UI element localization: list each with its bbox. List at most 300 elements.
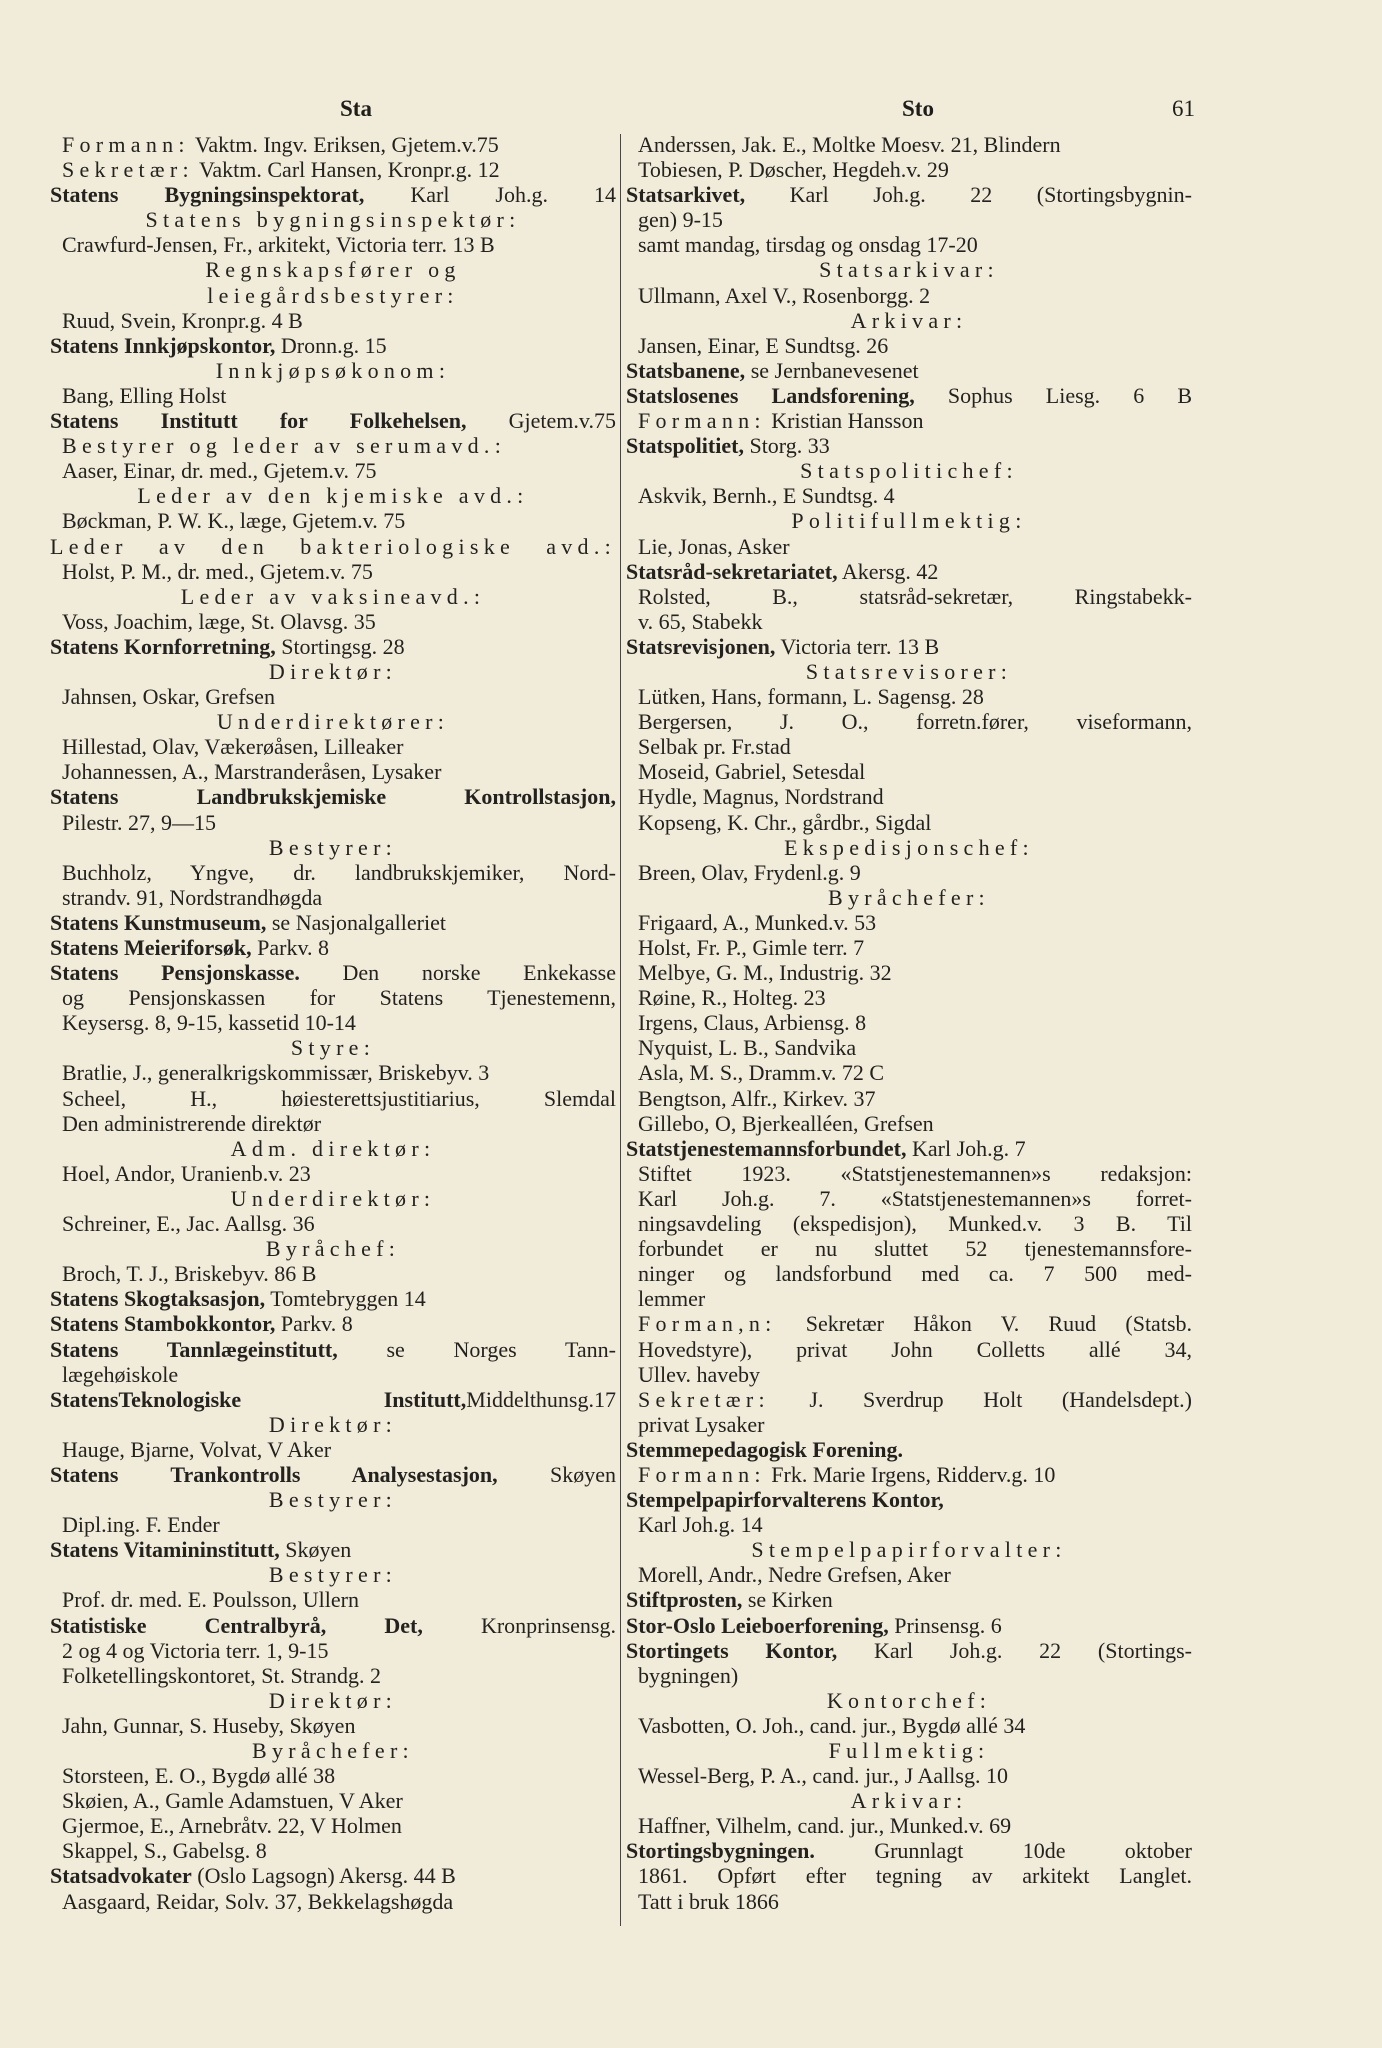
directory-line [626,1387,1192,1412]
directory-line [626,1688,1192,1713]
entry-text: Sekretær: [638,1386,770,1412]
directory-line [626,935,1192,960]
directory-line [50,232,616,257]
entry-text: Bestyrer: [268,834,398,860]
directory-line [626,1537,1192,1562]
directory-line [626,1462,1192,1487]
entry-text: Prinsensg. 6 [888,1612,1002,1638]
directory-line [50,584,616,609]
entry-heading: Statens Tannlægeinstitutt, [50,1336,338,1362]
directory-line [50,1161,616,1186]
entry-text: Jansen, Einar, E Sundtsg. 26 [638,332,889,358]
entry-text: Arkivar: [850,307,968,333]
directory-line [626,759,1192,784]
directory-line [50,1035,616,1060]
directory-line [50,1613,616,1638]
directory-line [50,408,616,433]
directory-line [50,1838,616,1863]
entry-text: J. Sverdrup Holt (Handelsdept.) [769,1386,1192,1412]
entry-text: Ekspedisjonschef: [784,834,1034,860]
directory-line [626,232,1192,257]
directory-line [626,333,1192,358]
entry-text: Hauge, Bjarne, Volvat, V Aker [62,1436,332,1462]
directory-line [50,383,616,408]
directory-line [50,1512,616,1537]
directory-line [50,182,616,207]
directory-line [50,1010,616,1035]
entry-text: leiegårdsbestyrer: [207,282,459,308]
directory-line [626,810,1192,835]
directory-line [50,132,616,157]
entry-heading: Statspolitiet, [626,433,744,459]
entry-text: Gillebo, O, Bjerkealléen, Grefsen [638,1110,934,1136]
directory-line [50,458,616,483]
directory-line [626,1010,1192,1035]
entry-text: Parkv. 8 [275,1311,353,1337]
entry-text: Byråchefer: [828,884,990,910]
entry-text: Bøckman, P. W. K., læge, Gjetem.v. 75 [62,508,406,534]
directory-line [50,1337,616,1362]
directory-line [50,308,616,333]
entry-heading: Statistiske Centralbyrå, Det, [50,1612,423,1638]
entry-text: Bratlie, J., generalkrigskommissær, Briskebyv. 3 [62,1060,490,1086]
entry-text: se Kirken [742,1587,833,1613]
directory-line [50,1863,616,1888]
directory-line [626,483,1192,508]
entry-text: Tobiesen, P. Døscher, Hegdeh.v. 29 [638,157,949,183]
entry-heading: Statsarkivet, [626,182,746,208]
entry-text: Morell, Andr., Nedre Grefsen, Aker [638,1562,951,1588]
directory-line [50,333,616,358]
directory-line [50,885,616,910]
entry-text: Bestyrer og leder av serumavd.: [62,433,507,459]
entry-text: Storg. 33 [743,433,830,459]
directory-line [626,182,1192,207]
directory-line [50,1713,616,1738]
directory-line [626,1763,1192,1788]
entry-text: Frk. Marie Irgens, Ridderv.g. 10 [765,1461,1056,1487]
entry-text: Tomtebryggen 14 [265,1286,426,1312]
directory-line [50,508,616,533]
directory-line [50,910,616,935]
entry-text: Hoel, Andor, Uranienb.v. 23 [62,1160,311,1186]
entry-heading: StatensTeknologiske Institutt, [50,1386,467,1412]
entry-text: Grunnlagt 10de oktober [814,1838,1192,1864]
directory-line [626,1838,1192,1863]
directory-line [626,1663,1192,1688]
directory-line [626,659,1192,684]
directory-line [50,1236,616,1261]
entry-text: 1861. Opført efter tegning av arkitekt Langlet. [638,1863,1192,1889]
entry-heading: Stiftprosten, [626,1587,743,1613]
directory-line [50,935,616,960]
entry-text: Crawfurd-Jensen, Fr., arkitekt, Victoria terr. 13 B [62,232,495,258]
entry-text: Formann: [638,408,766,434]
entry-text: lægehøiskole [62,1361,179,1387]
entry-text: Gjetem.v.75 [466,408,616,434]
entry-text: (Oslo Lagsogn) Akersg. 44 B [191,1863,456,1889]
entry-text: Storsteen, E. O., Bygdø allé 38 [62,1763,336,1789]
directory-line [50,1763,616,1788]
entry-text: Byråchef: [265,1236,401,1262]
entry-text: Dronn.g. 15 [275,332,387,358]
entry-heading: Statstjenestemannsforbundet, [626,1135,907,1161]
directory-line [50,433,616,458]
directory-line [626,257,1192,282]
entry-text: Broch, T. J., Briskebyv. 86 B [62,1261,317,1287]
directory-line [50,860,616,885]
directory-line [50,684,616,709]
entry-text: Stempelpapirforvalter: [751,1537,1067,1563]
directory-line [626,508,1192,533]
directory-line [50,759,616,784]
entry-text: Melbye, G. M., Industrig. 32 [638,960,892,986]
directory-line [50,1889,616,1914]
directory-line [626,985,1192,1010]
entry-text: Fullmektig: [828,1738,990,1763]
directory-line [50,1788,616,1813]
entry-text: se Nasjonalgalleriet [266,909,446,935]
directory-line [50,634,616,659]
directory-line [626,1813,1192,1838]
directory-line [626,1086,1192,1111]
entry-text: Ullev. haveby [638,1361,760,1387]
directory-line [626,1437,1192,1462]
directory-line [626,1863,1192,1888]
directory-line [50,1813,616,1838]
directory-line [626,559,1192,584]
entry-text: Karl Joh.g. 22 (Stortingsbygnin- [745,182,1192,208]
running-head-right: Sto [902,96,934,121]
entry-text: Statens bygningsinspektør: [145,207,521,233]
directory-line [50,207,616,232]
entry-text: Ruud, Svein, Kronpr.g. 4 B [62,307,303,333]
directory-line [626,885,1192,910]
entry-text: Leder av den bakteriologiske avd.: [50,533,616,559]
entry-text: se Jernbanevesenet [745,357,919,383]
directory-line [626,207,1192,232]
entry-text: lemmer [638,1286,706,1312]
directory-line [50,1387,616,1412]
entry-heading: Stemmepedagogisk Forening. [626,1436,904,1462]
directory-line [50,1286,616,1311]
entry-heading: Statens Kunstmuseum, [50,909,267,935]
entry-text: privat Lysaker [638,1411,765,1437]
entry-heading: Statens Landbrukskjemiske Kontrollstasjon, [50,784,616,810]
directory-line [50,1487,616,1512]
directory-line [626,1161,1192,1186]
entry-text: Moseid, Gabriel, Setesdal [638,759,866,785]
entry-text: Tatt i bruk 1866 [638,1888,779,1914]
directory-line [50,1437,616,1462]
directory-line [50,483,616,508]
entry-text: Sophus Liesg. 6 B [914,382,1192,408]
entry-text: Hovedstyre), privat John Colletts allé 34, [638,1336,1192,1362]
directory-line [626,1186,1192,1211]
directory-line [626,308,1192,333]
directory-line [50,1136,616,1161]
entry-text: Jahnsen, Oskar, Grefsen [62,684,275,710]
directory-line [626,458,1192,483]
page-number: 61 [1172,96,1195,121]
entry-text: Karl Joh.g. 22 (Stortings- [837,1637,1192,1663]
directory-line [626,1487,1192,1512]
directory-line [50,1261,616,1286]
entry-heading: Statens Pensjonskasse. [50,960,300,986]
directory-line [50,985,616,1010]
directory-line [626,358,1192,383]
entry-text: Bengtson, Alfr., Kirkev. 37 [638,1085,876,1111]
directory-line [626,1587,1192,1612]
entry-text: Byråchefer: [252,1738,414,1763]
entry-text: Hydle, Magnus, Nordstrand [638,784,884,810]
directory-line [626,1060,1192,1085]
right-column [626,132,1192,1914]
directory-line [50,157,616,182]
directory-line [626,1211,1192,1236]
directory-line [50,559,616,584]
entry-text: Voss, Joachim, læge, St. Olavsg. 35 [62,608,376,634]
directory-line [626,132,1192,157]
entry-heading: Statens Vitamininstitutt, [50,1537,280,1563]
column-divider [620,134,621,1926]
entry-text: Pilestr. 27, 9—15 [62,809,217,835]
directory-line [50,709,616,734]
directory-line [626,1136,1192,1161]
entry-text: Schreiner, E., Jac. Aallsg. 36 [62,1211,315,1237]
entry-text: Johannessen, A., Marstranderåsen, Lysaker [62,759,442,785]
directory-line [626,383,1192,408]
entry-text: Kronprinsensg. [422,1612,616,1638]
directory-line [626,784,1192,809]
directory-line [626,1638,1192,1663]
running-head-left: Sta [340,96,372,121]
entry-text: Bestyrer: [268,1562,398,1588]
directory-line [50,1311,616,1336]
directory-line [50,810,616,835]
directory-line [626,1362,1192,1387]
entry-text: Leder av den kjemiske avd.: [137,483,529,509]
directory-line [626,709,1192,734]
directory-line [50,1362,616,1387]
directory-line [50,835,616,860]
entry-text: Aasgaard, Reidar, Solv. 37, Bekkelagshøgda [62,1888,454,1914]
directory-line [50,1186,616,1211]
entry-text: Karl Joh.g. 14 [638,1512,763,1538]
entry-text: Politifullmektig: [791,508,1027,534]
entry-heading: Statens Skogtaksasjon, [50,1286,266,1312]
entry-heading: Statsråd-sekretariatet, [626,558,838,584]
entry-text: Karl Joh.g. 7 [906,1135,1026,1161]
directory-line [626,1562,1192,1587]
entry-text: Regnskapsfører og [205,257,461,283]
entry-text: Skøien, A., Gamle Adamstuen, V Aker [62,1788,403,1814]
entry-heading: Statens Innkjøpskontor, [50,332,276,358]
entry-text: Adm. direktør: [230,1135,436,1161]
directory-line [50,534,616,559]
entry-heading: Statens Meieriforsøk, [50,935,252,960]
directory-line [50,358,616,383]
entry-text: Middelthunsg.17 [466,1386,616,1412]
directory-line [626,433,1192,458]
entry-text: ninger og landsforbund med ca. 7 500 med- [638,1261,1192,1287]
entry-heading: Statsbanene, [626,357,746,383]
entry-heading: Statsadvokater [50,1863,192,1889]
entry-text: Holst, P. M., dr. med., Gjetem.v. 75 [62,558,373,584]
entry-text: Akersg. 42 [837,558,939,584]
entry-text: Arkivar: [850,1788,968,1814]
entry-heading: Stempelpapirforvalterens Kontor, [626,1487,944,1513]
entry-text: Vaktm. Ingv. Eriksen, Gjetem.v.75 [189,132,499,157]
entry-text: Wessel-Berg, P. A., cand. jur., J Aallsg. 10 [638,1763,1008,1789]
entry-text: Nyquist, L. B., Sandvika [638,1035,857,1061]
entry-text: Karl Joh.g. 7. «Statstjenestemannen»s forret- [638,1185,1192,1211]
entry-heading: Stor-Oslo Leieboerforening, [626,1612,889,1638]
entry-text: Statsrevisorer: [805,658,1013,684]
directory-line [50,257,616,282]
directory-line [626,1111,1192,1136]
entry-text: Innkjøpsøkonom: [215,357,451,383]
entry-text: Skøyen [497,1461,616,1487]
entry-text: Statspolitichef: [800,458,1018,484]
entry-text: Vasbotten, O. Joh., cand. jur., Bygdø allé 34 [638,1712,1026,1738]
entry-text: Frigaard, A., Munked.v. 53 [638,909,877,935]
entry-text: 2 og 4 og Victoria terr. 1, 9-15 [62,1637,329,1663]
directory-line [50,1663,616,1688]
directory-line [50,609,616,634]
directory-line [50,1638,616,1663]
entry-text: ningsavdeling (ekspedisjon), Munked.v. 3 B. Til [638,1211,1192,1237]
directory-line [50,1462,616,1487]
entry-text: Hillestad, Olav, Vækerøåsen, Lilleaker [62,734,404,760]
entry-text: Kopseng, K. Chr., gårdbr., Sigdal [638,809,932,835]
entry-text: Underdirektør: [230,1185,436,1211]
entry-heading: Statens Trankontrolls Analysestasjon, [50,1461,498,1487]
directory-line [626,1035,1192,1060]
entry-text: Leder av vaksineavd.: [180,583,486,609]
directory-line [626,634,1192,659]
entry-text: Haffner, Vilhelm, cand. jur., Munked.v. 69 [638,1813,1012,1839]
entry-text: Stortingsg. 28 [275,633,405,659]
entry-text: strandv. 91, Nordstrandhøgda [62,884,323,910]
entry-text: Asla, M. S., Dramm.v. 72 C [638,1060,885,1086]
directory-line [626,734,1192,759]
entry-text: Aaser, Einar, dr. med., Gjetem.v. 75 [62,458,377,484]
entry-heading: Stortingsbygningen. [626,1838,815,1864]
directory-line [626,1889,1192,1914]
entry-text: Ullmann, Axel V., Rosenborgg. 2 [638,282,931,308]
entry-text: Røine, R., Holteg. 23 [638,985,826,1011]
entry-text: Prof. dr. med. E. Poulsson, Ullern [62,1587,359,1613]
entry-text: Formann: [638,1461,766,1487]
directory-line [626,1236,1192,1261]
entry-text: Den administrerende direktør [62,1110,322,1136]
entry-text: Askvik, Bernh., E Sundtsg. 4 [638,483,895,509]
entry-text: Irgens, Claus, Arbiensg. 8 [638,1010,867,1036]
directory-line [50,1562,616,1587]
directory-line [50,1738,616,1763]
directory-line [626,584,1192,609]
directory-line [50,960,616,985]
entry-text: samt mandag, tirsdag og onsdag 17-20 [638,232,978,258]
entry-text: Breen, Olav, Frydenl.g. 9 [638,859,861,885]
left-column [50,132,616,1914]
directory-line [626,1337,1192,1362]
directory-line [626,1261,1192,1286]
entry-heading: Statens Bygningsinspektorat, [50,182,365,208]
entry-text: Selbak pr. Fr.stad [638,734,791,760]
entry-text: Kontorchef: [826,1687,992,1713]
directory-line [626,960,1192,985]
directory-line [626,157,1192,182]
entry-heading: Stortingets Kontor, [626,1637,838,1663]
directory-line [626,408,1192,433]
entry-heading: Statsrevisjonen, [626,633,776,659]
directory-line [626,910,1192,935]
directory-line [50,1060,616,1085]
directory-line [626,1713,1192,1738]
entry-text: Statsarkivar: [819,257,999,283]
directory-line [626,1613,1192,1638]
directory-line [626,835,1192,860]
entry-text: Rolsted, B., statsråd-sekretær, Ringstabekk- [638,583,1192,609]
entry-text: Formann: [62,132,190,157]
entry-text: Underdirektører: [216,709,450,735]
entry-text: Lütken, Hans, formann, L. Sagensg. 28 [638,684,984,710]
entry-text: Direktør: [268,658,398,684]
entry-text: Parkv. 8 [251,935,330,960]
entry-text: Holst, Fr. P., Gimle terr. 7 [638,935,865,960]
entry-text: Dipl.ing. F. Ender [62,1512,220,1538]
entry-text: Scheel, H., høiesterettsjustitiarius, Slemdal [62,1085,616,1111]
entry-text: Bergersen, J. O., forretn.fører, viseformann, [638,709,1192,735]
entry-text: se Norges Tann- [337,1336,616,1362]
entry-text: Keysersg. 8, 9-15, kassetid 10-14 [62,1010,356,1036]
entry-text: og Pensjonskassen for Statens Tjenestemenn, [62,985,616,1011]
directory-line [50,1537,616,1562]
entry-text: Styre: [290,1035,376,1061]
entry-heading: Statens Stambokkontor, [50,1311,276,1337]
directory-line [626,1788,1192,1813]
entry-text: Lie, Jonas, Asker [638,533,790,559]
entry-text: Vaktm. Carl Hansen, Kronpr.g. 12 [193,157,500,183]
entry-text: Folketellingskontoret, St. Strandg. 2 [62,1662,381,1688]
entry-text: Stiftet 1923. «Statstjenestemannen»s redaksjon: [638,1160,1192,1186]
directory-line [50,784,616,809]
directory-line [50,1688,616,1713]
directory-line [50,1111,616,1136]
entry-text: gen) 9-15 [638,207,723,233]
entry-text: Bang, Elling Holst [62,382,227,408]
entry-text: Buchholz, Yngve, dr. landbrukskjemiker, Nord- [62,859,616,885]
entry-text: Skøyen [279,1537,352,1563]
entry-text: Kristian Hansson [765,408,924,434]
directory-line [50,1412,616,1437]
entry-heading: Statens Institutt for Folkehelsen, [50,408,467,434]
directory-line [626,534,1192,559]
entry-text: Bestyrer: [268,1487,398,1513]
entry-heading: Statens Kornforretning, [50,633,276,659]
directory-line [50,734,616,759]
directory-line [626,1286,1192,1311]
directory-line [50,1086,616,1111]
entry-text: Sekretær: [62,157,194,183]
directory-line [626,1412,1192,1437]
entry-text: Victoria terr. 13 B [775,633,940,659]
directory-line [626,1311,1192,1336]
directory-line [50,1211,616,1236]
directory-line [50,1587,616,1612]
